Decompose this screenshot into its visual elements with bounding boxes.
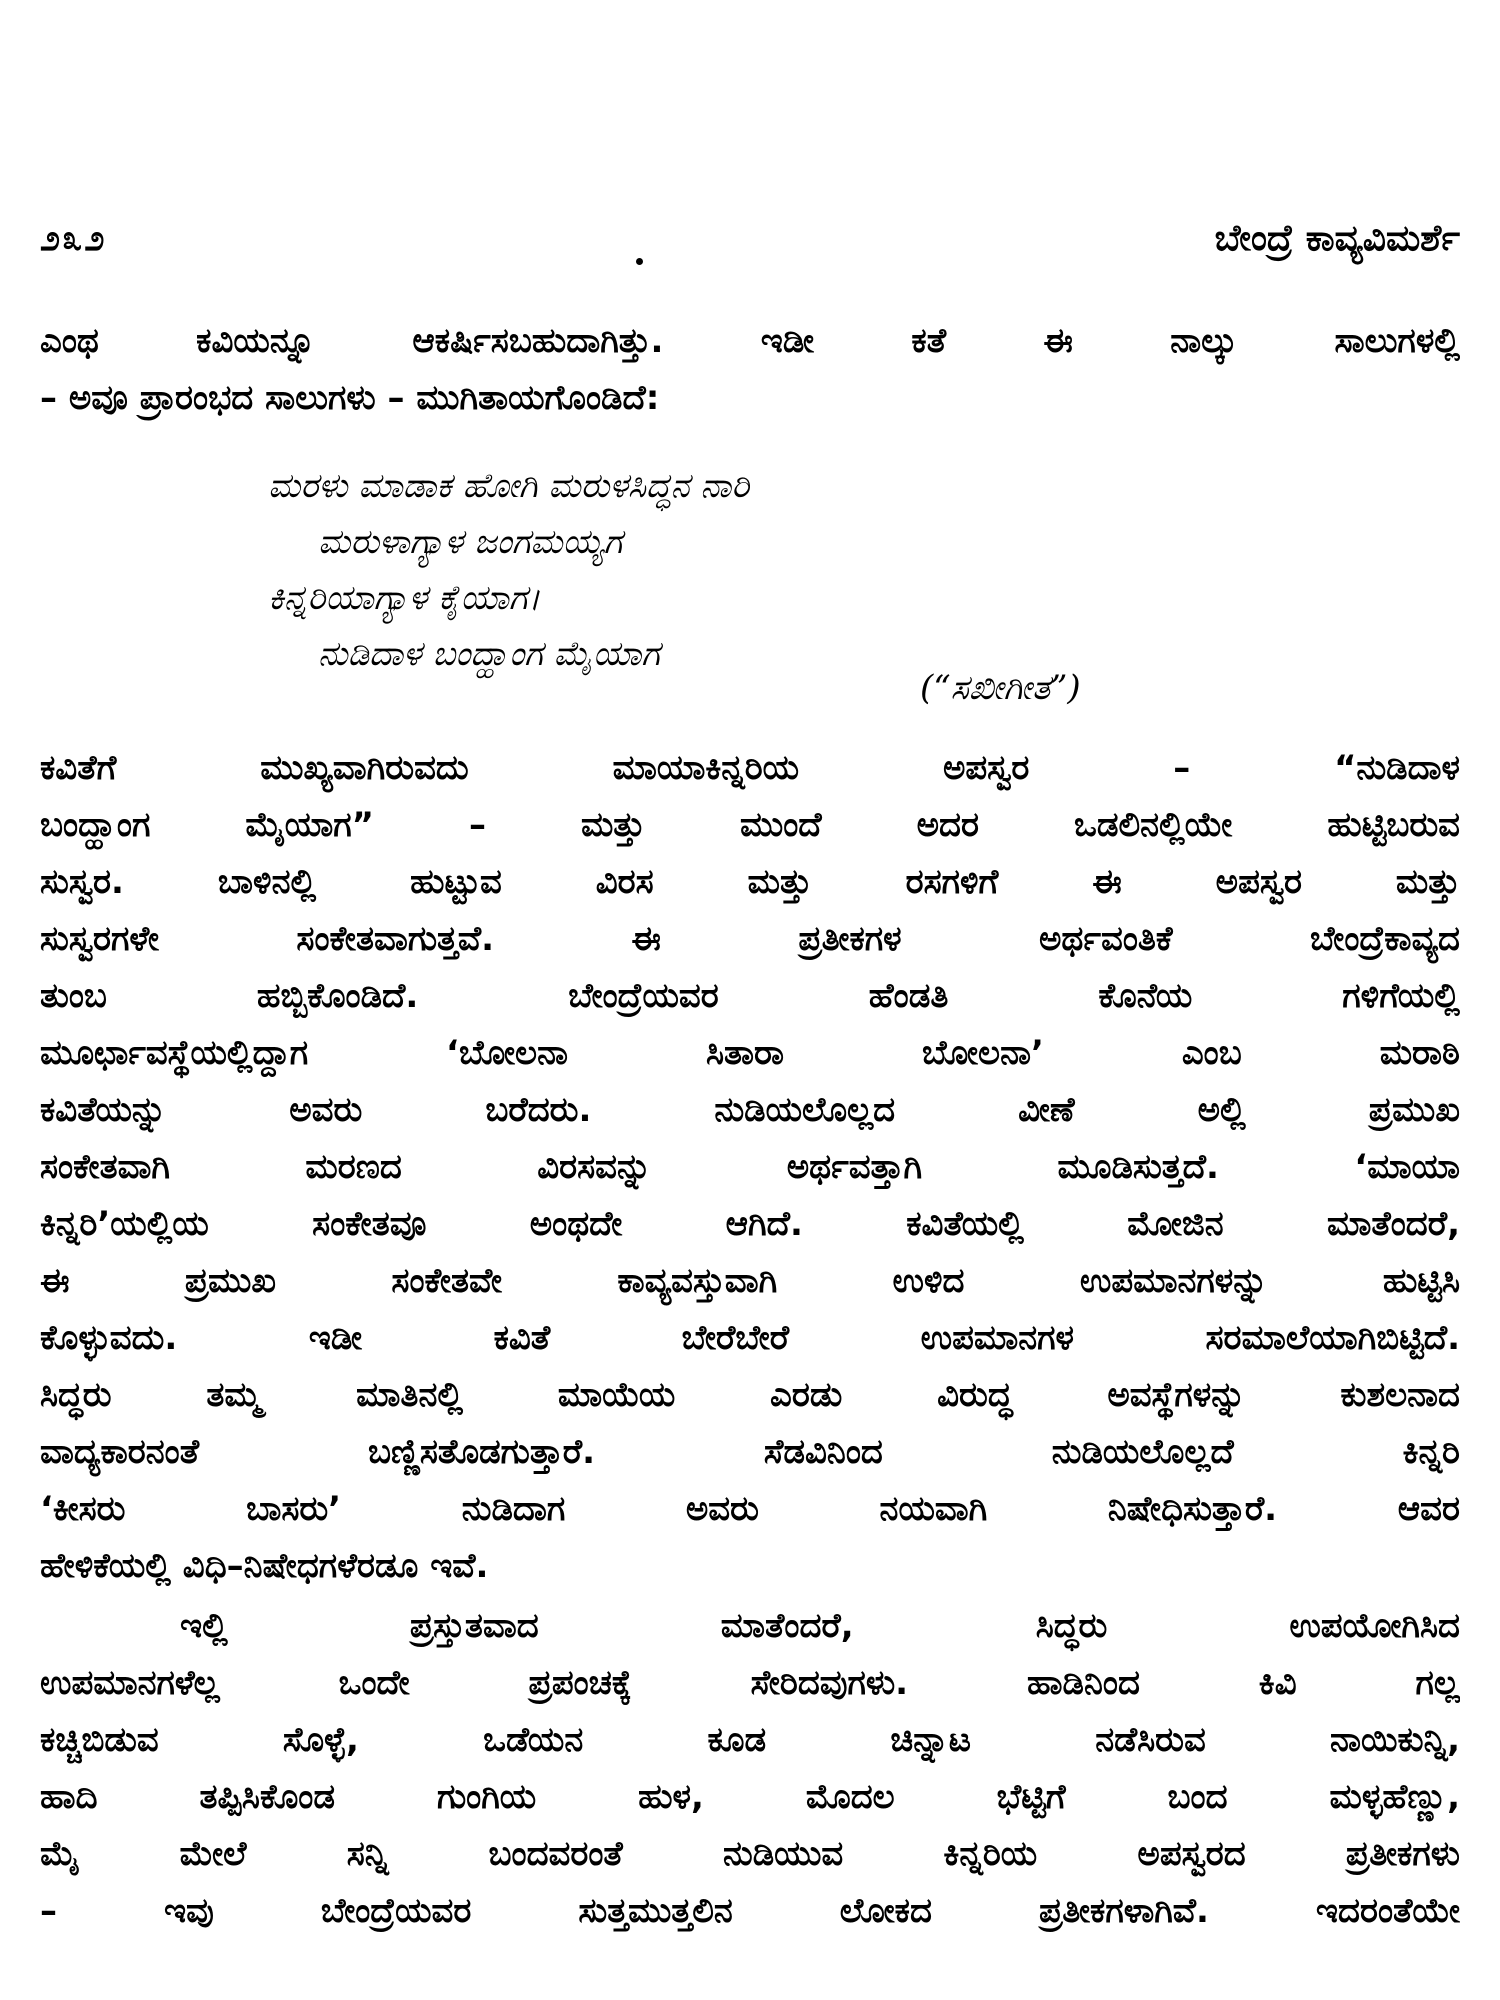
- text-line: – ಇವು ಬೇಂದ್ರೆಯವರ ಸುತ್ತಮುತ್ತಲಿನ ಲೋಕದ ಪ್ರತೀಕಗಳಾಗಿವೆ. ಇದರಂತೆಯೇ: [40, 1891, 1460, 1931]
- text-line: ಸಂಕೇತವಾಗಿ ಮರಣದ ವಿರಸವನ್ನು ಅರ್ಥವತ್ತಾಗಿ ಮೂಡಿಸುತ್ತದೆ. ‘ಮಾಯಾ: [40, 1147, 1460, 1187]
- text-line: ಮೂರ್ಛಾವಸ್ಥೆಯಲ್ಲಿದ್ದಾಗ ‘ಬೋಲನಾ ಸಿತಾರಾ ಬೋಲನಾ’ ಎಂಬ ಮರಾಠಿ: [40, 1033, 1460, 1073]
- text-line: ಎಂಥ ಕವಿಯನ್ನೂ ಆಕರ್ಷಿಸಬಹುದಾಗಿತ್ತು. ಇಡೀ ಕತೆ ಈ ನಾಲ್ಕು ಸಾಲುಗಳಲ್ಲಿ: [40, 321, 1460, 361]
- poem-line: ಮರಳು ಮಾಡಾಕ ಹೋಗಿ ಮರುಳಸಿದ್ಧನ ನಾರಿ: [268, 466, 750, 506]
- text-line: ವಾದ್ಯಕಾರನಂತೆ ಬಣ್ಣಿಸತೊಡಗುತ್ತಾರೆ. ಸೆಡವಿನಿಂದ ನುಡಿಯಲೊಲ್ಲದೆ ಕಿನ್ನರಿ: [40, 1432, 1460, 1472]
- text-line: ಬಂದ್ಹಾಂಗ ಮೈಯಾಗ” – ಮತ್ತು ಮುಂದೆ ಅದರ ಒಡಲಿನಲ್ಲಿಯೇ ಹುಟ್ಟಿಬರುವ: [40, 805, 1460, 845]
- text-line: ‘ಕೀಸರು ಬಾಸರು’ ನುಡಿದಾಗ ಅವರು ನಯವಾಗಿ ನಿಷೇಧಿಸುತ್ತಾರೆ. ಆವರ: [40, 1489, 1460, 1529]
- text-line: ಕವಿತೆಯನ್ನು ಅವರು ಬರೆದರು. ನುಡಿಯಲೊಲ್ಲದ ವೀಣೆ ಅಲ್ಲಿ ಪ್ರಮುಖ: [40, 1090, 1460, 1130]
- text-line: ಕವಿತೆಗೆ ಮುಖ್ಯವಾಗಿರುವದು ಮಾಯಾಕಿನ್ನರಿಯ ಅಪಸ್ವರ – “ನುಡಿದಾಳ: [40, 748, 1460, 788]
- text-line: ಇಲ್ಲಿ ಪ್ರಸ್ತುತವಾದ ಮಾತೆಂದರೆ, ಸಿದ್ಧರು ಉಪಯೋಗಿಸಿದ: [180, 1606, 1460, 1646]
- text-line: ಮೈ ಮೇಲೆ ಸನ್ನಿ ಬಂದವರಂತೆ ನುಡಿಯುವ ಕಿನ್ನರಿಯ ಅಪಸ್ವರದ ಪ್ರತೀಕಗಳು: [40, 1834, 1460, 1874]
- print-speck: [636, 258, 643, 265]
- text-line: ಸುಸ್ವರ. ಬಾಳಿನಲ್ಲಿ ಹುಟ್ಟುವ ವಿರಸ ಮತ್ತು ರಸಗಳಿಗೆ ಈ ಅಪಸ್ವರ ಮತ್ತು: [40, 862, 1460, 902]
- paragraph-analysis: [40, 740, 1460, 1595]
- text-line: ಕೊಳ್ಳುವದು. ಇಡೀ ಕವಿತೆ ಬೇರೆಬೇರೆ ಉಪಮಾನಗಳ ಸರಮಾಲೆಯಾಗಿಬಿಟ್ಟಿದೆ.: [40, 1318, 1460, 1358]
- text-line: – ಅವೂ ಪ್ರಾರಂಭದ ಸಾಲುಗಳು – ಮುಗಿತಾಯಗೊಂಡಿದೆ:: [40, 378, 660, 418]
- text-line: ಹಾದಿ ತಪ್ಪಿಸಿಕೊಂಡ ಗುಂಗಿಯ ಹುಳ, ಮೊದಲ ಭೆಟ್ಟಿಗೆ ಬಂದ ಮಳ್ಳಹೆಣ್ಣು,: [40, 1777, 1460, 1817]
- page-header: [40, 218, 1460, 268]
- text-line: ಸುಸ್ವರಗಳೇ ಸಂಕೇತವಾಗುತ್ತವೆ. ಈ ಪ್ರತೀಕಗಳ ಅರ್ಥವಂತಿಕೆ ಬೇಂದ್ರೆಕಾವ್ಯದ: [40, 919, 1460, 959]
- text-line: ಸಿದ್ಧರು ತಮ್ಮ ಮಾತಿನಲ್ಲಿ ಮಾಯೆಯ ಎರಡು ವಿರುದ್ಧ ಅವಸ್ಥೆಗಳನ್ನು ಕುಶಲನಾದ: [40, 1375, 1460, 1415]
- paragraph-intro: [40, 313, 1460, 427]
- paragraph-similes: [40, 1598, 1460, 1940]
- text-line: ಈ ಪ್ರಮುಖ ಸಂಕೇತವೇ ಕಾವ್ಯವಸ್ತುವಾಗಿ ಉಳಿದ ಉಪಮಾನಗಳನ್ನು ಹುಟ್ಟಿಸಿ: [40, 1261, 1460, 1301]
- poem-source: (“ಸಖೀಗೀತ”): [920, 668, 1081, 708]
- poem-line: ಕಿನ್ನರಿಯಾಗ್ಯಾಳ ಕೈಯಾಗ।: [268, 578, 541, 618]
- poem-quotation: [268, 458, 1268, 682]
- text-line: ತುಂಬ ಹಬ್ಬಿಕೊಂಡಿದೆ. ಬೇಂದ್ರೆಯವರ ಹೆಂಡತಿ ಕೊನೆಯ ಗಳಿಗೆಯಲ್ಲಿ: [40, 976, 1460, 1016]
- running-title: ಬೇಂದ್ರೆ ಕಾವ್ಯವಿಮರ್ಶೆ: [1214, 218, 1460, 259]
- poem-line: ನುಡಿದಾಳ ಬಂದ್ಹಾಂಗ ಮೈಯಾಗ: [318, 634, 660, 674]
- text-line: ಕಚ್ಚಿಬಿಡುವ ಸೊಳ್ಳೆ, ಒಡೆಯನ ಕೂಡ ಚಿನ್ನಾಟ ನಡೆಸಿರುವ ನಾಯಿಕುನ್ನಿ,: [40, 1720, 1460, 1760]
- poem-line: ಮರುಳಾಗ್ಯಾಳ ಜಂಗಮಯ್ಯಗ: [318, 522, 623, 562]
- text-line: ಹೇಳಿಕೆಯಲ್ಲಿ ವಿಧಿ–ನಿಷೇಧಗಳೆರಡೂ ಇವೆ.: [40, 1546, 489, 1586]
- page-number: ೨೩೨: [40, 218, 107, 259]
- text-line: ಕಿನ್ನರಿ’ಯಲ್ಲಿಯ ಸಂಕೇತವೂ ಅಂಥದೇ ಆಗಿದೆ. ಕವಿತೆಯಲ್ಲಿ ಮೋಜಿನ ಮಾತೆಂದರೆ,: [40, 1204, 1460, 1244]
- text-line: ಉಪಮಾನಗಳೆಲ್ಲ ಒಂದೇ ಪ್ರಪಂಚಕ್ಕೆ ಸೇರಿದವುಗಳು. ಹಾಡಿನಿಂದ ಕಿವಿ ಗಲ್ಲ: [40, 1663, 1460, 1703]
